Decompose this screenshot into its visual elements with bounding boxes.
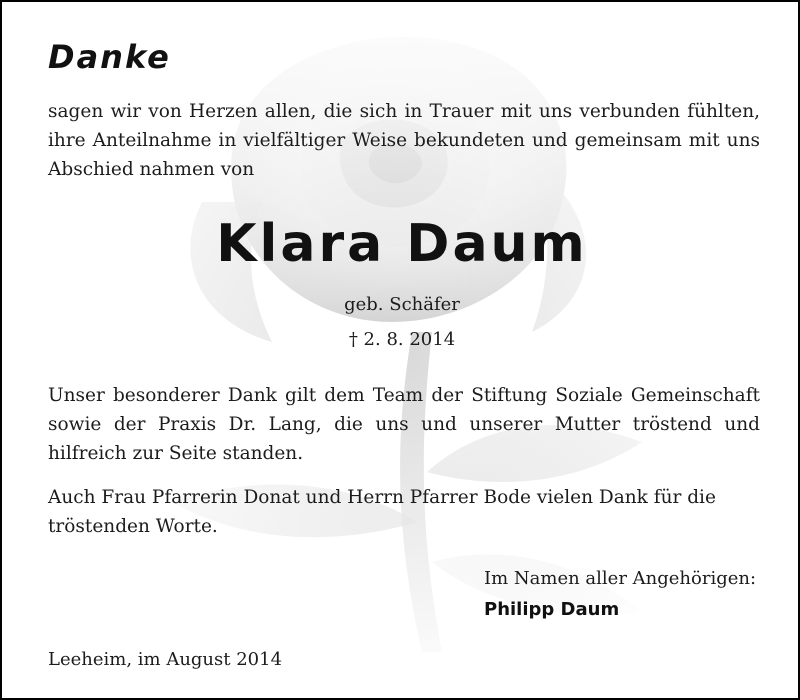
notice-text-content xyxy=(2,2,798,698)
birth-name: geb. Schäfer xyxy=(344,294,460,315)
signatory-name: Philipp Daum xyxy=(484,599,620,620)
place-and-date: Leeheim, im August 2014 xyxy=(48,649,283,670)
clergy-thanks-paragraph: Auch Frau Pfarrerin Donat und Herrn Pfarrer Bode vielen Dank für die tröstenden Worte. xyxy=(48,487,716,537)
thanks-paragraph: Unser besonderer Dank gilt dem Team der Stiftung Soziale Gemeinschaft sowie der Praxis Dr. Lang, die uns und unserer Mutter tröstend und hilfreich zur Seite standen. xyxy=(48,385,760,464)
on-behalf-line: Im Namen aller Angehörigen: xyxy=(484,568,757,589)
death-date: † 2. 8. 2014 xyxy=(348,329,456,350)
intro-paragraph: sagen wir von Herzen allen, die sich in Trauer mit uns verbunden fühlten, ihre Anteilnahme in vielfältiger Weise bekundeten und gemeinsam mit uns Abschied nahmen von xyxy=(48,101,760,180)
deceased-name: Klara Daum xyxy=(216,214,588,274)
heading-title: Danke xyxy=(48,38,171,76)
